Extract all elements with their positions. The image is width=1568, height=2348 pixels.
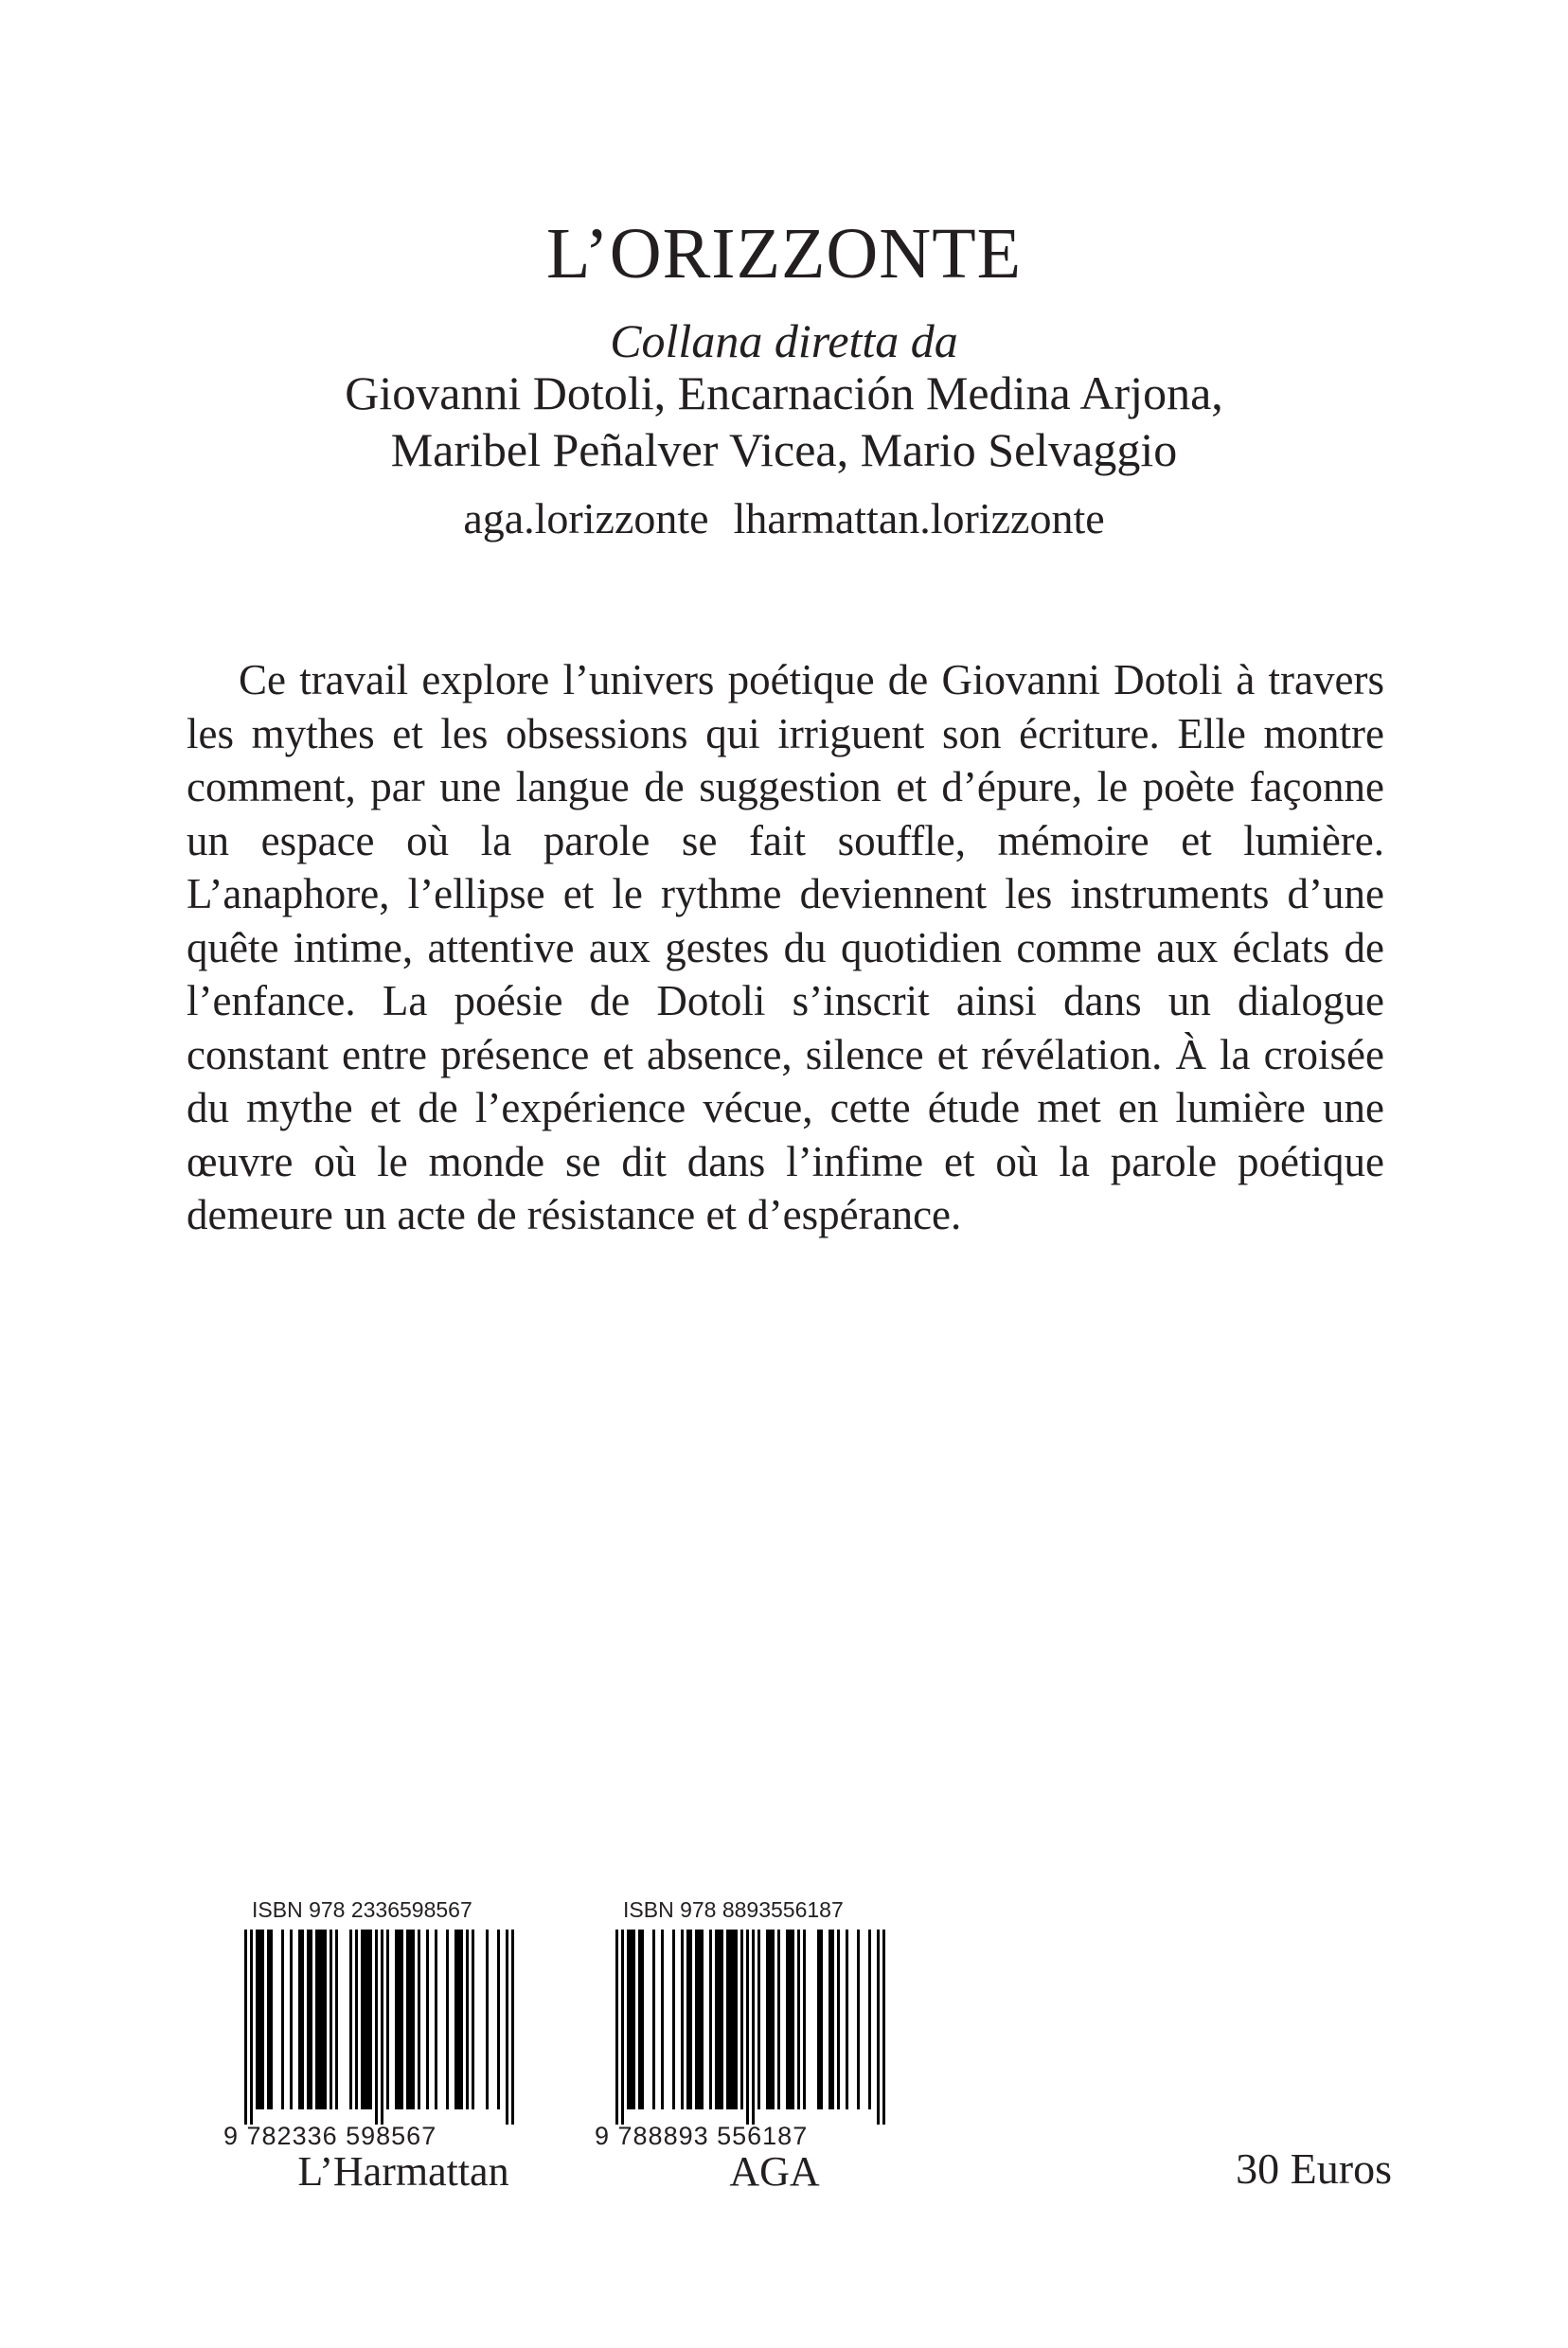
publisher-harmattan: L’Harmattan <box>297 2148 509 2195</box>
barcode-bar <box>511 1930 514 2125</box>
barcode-bar <box>817 1930 820 2109</box>
book-blurb: Ce travail explore l’univers poétique de Giovanni Dotoli à travers les mythes et les obsessions qui irriguent son écriture. Elle montre comment, par une langue de suggestion et d’épure, le poète façonne un espace où la parole se fait souffle, mémoire et lumière. L’anaphore, l’ellipse et le rythme deviennent les instruments d’une quête intime, attentive aux gestes du quotidien comme aux éclats de l’enfance. La poésie de Dotoli s’inscrit ainsi dans un dialogue constant entre présence et absence, silence et révélation. À la croisée du mythe et de l’expérience vécue, cette étude met en lumière une œuvre où le monde se dit dans l’infime et où la parole poétique demeure un acte de résistance et d’espérance. <box>187 656 1384 1238</box>
barcode-bar <box>381 1930 383 2125</box>
barcode-bar <box>244 1930 247 2125</box>
barcode-bar <box>315 1930 318 2109</box>
barcode-bar <box>882 1930 885 2125</box>
barcode-bar <box>324 1930 327 2109</box>
barcode-bar <box>409 1930 412 2109</box>
barcode-bar <box>718 1930 721 2109</box>
barcode-bar <box>686 1930 689 2109</box>
barcode-bar <box>486 1930 489 2109</box>
isbn-label: ISBN 978 8893556187 <box>623 1897 844 1922</box>
barcode-bar <box>846 1930 848 2109</box>
barcode-bar <box>256 1930 258 2109</box>
barcode-block-harmattan <box>223 1897 583 2149</box>
barcode-bar <box>426 1930 429 2109</box>
barcode-bar <box>732 1930 735 2109</box>
barcode-bar <box>349 1930 352 2109</box>
barcode-bar <box>506 1930 508 2125</box>
barcode-bar <box>769 1930 772 2109</box>
barcode-bar <box>355 1930 358 2109</box>
barcode-bar <box>698 1930 701 2109</box>
barcode-bar <box>829 1930 831 2109</box>
barcode-bar <box>412 1930 415 2109</box>
barcode-bar <box>621 1930 624 2125</box>
barcode-bar <box>335 1930 338 2109</box>
barcode-bar <box>701 1930 704 2109</box>
barcode-bar <box>627 1930 630 2109</box>
barcode-image <box>223 1930 526 2125</box>
barcode-bar <box>746 1930 749 2125</box>
barcode-bar <box>281 1930 284 2109</box>
series-directors-line-2: Maribel Peñalver Vicea, Mario Selvaggio <box>390 423 1178 476</box>
barcode-bar <box>457 1930 460 2109</box>
barcode-bar <box>633 1930 635 2109</box>
barcode-bar <box>661 1930 664 2109</box>
barcode-image <box>595 1930 898 2125</box>
barcode-bar <box>709 1930 712 2109</box>
barcode-bar <box>672 1930 675 2109</box>
barcode-bar <box>681 1930 684 2109</box>
barcode-bar <box>321 1930 324 2109</box>
barcode-bar <box>307 1930 310 2109</box>
barcode-bar <box>330 1930 332 2109</box>
barcode-bar <box>361 1930 364 2109</box>
barcode-bar <box>803 1930 806 2109</box>
barcode-bar <box>460 1930 463 2109</box>
barcode-bar <box>406 1930 409 2109</box>
barcode-bar <box>310 1930 312 2109</box>
barcode-bar <box>258 1930 261 2109</box>
barcode-digits: 9 788893 556187 <box>595 2122 809 2150</box>
barcode-bar <box>766 1930 769 2109</box>
barcode-bar <box>786 1930 789 2109</box>
barcode-bar <box>267 1930 270 2109</box>
barcode-bar <box>721 1930 723 2109</box>
barcode-bar <box>615 1930 618 2125</box>
barcode-bar <box>777 1930 780 2109</box>
barcode-bar <box>857 1930 860 2109</box>
price-label: 30 Euros <box>1236 2144 1392 2193</box>
barcode-bar <box>364 1930 366 2109</box>
social-handle-aga: aga.lorizzonte <box>463 494 709 543</box>
barcode-bar <box>497 1930 500 2109</box>
barcode-bar <box>831 1930 834 2109</box>
barcode-bar <box>466 1930 469 2109</box>
barcode-bar <box>695 1930 698 2109</box>
barcode-bar <box>689 1930 692 2109</box>
barcode-bar <box>772 1930 775 2109</box>
barcode-bar <box>726 1930 729 2109</box>
barcode-bar <box>729 1930 732 2109</box>
barcode-bar <box>318 1930 321 2109</box>
barcode-bar <box>472 1930 474 2109</box>
barcode-digits: 9 782336 598567 <box>223 2122 437 2150</box>
barcode-bar <box>395 1930 398 2109</box>
barcode-bar <box>375 1930 378 2125</box>
social-handle-lharmattan: lharmattan.lorizzonte <box>733 494 1105 543</box>
barcode-bar <box>369 1930 372 2109</box>
series-direction-label: Collana diretta da <box>610 314 958 367</box>
barcode-bar <box>792 1930 794 2109</box>
barcode-bar <box>837 1930 840 2109</box>
barcode-bar <box>398 1930 401 2109</box>
barcode-bar <box>261 1930 264 2109</box>
isbn-label: ISBN 978 2336598567 <box>252 1897 472 1922</box>
barcode-bar <box>386 1930 389 2109</box>
barcode-bar <box>877 1930 880 2125</box>
barcode-bar <box>454 1930 457 2109</box>
barcode-bar <box>757 1930 760 2109</box>
barcode-bar <box>301 1930 304 2109</box>
series-title: L’ORIZZONTE <box>545 214 1023 294</box>
barcode-bar <box>446 1930 449 2109</box>
barcode-bar <box>641 1930 644 2109</box>
barcode-bar <box>752 1930 755 2125</box>
barcode-bar <box>630 1930 633 2109</box>
barcode-bar <box>789 1930 792 2109</box>
barcode-bar <box>797 1930 800 2109</box>
barcode-bar <box>298 1930 301 2109</box>
barcode-bar <box>366 1930 369 2109</box>
barcode-bar <box>435 1930 437 2109</box>
barcode-bar <box>715 1930 718 2109</box>
barcode-bar <box>401 1930 403 2109</box>
barcode-block-aga <box>595 1897 954 2149</box>
series-directors-line-1: Giovanni Dotoli, Encarnación Medina Arjona, <box>345 366 1223 419</box>
barcode-bar <box>652 1930 655 2109</box>
barcode-bar <box>740 1930 743 2109</box>
barcode-bar <box>868 1930 871 2109</box>
publisher-aga: AGA <box>729 2148 820 2195</box>
barcode-bar <box>735 1930 738 2109</box>
social-handles <box>0 492 1568 545</box>
barcode-bar <box>290 1930 293 2109</box>
barcode-bar <box>250 1930 253 2125</box>
barcode-bar <box>820 1930 823 2109</box>
barcode-bar <box>270 1930 273 2109</box>
barcode-bar <box>418 1930 420 2109</box>
barcode-bar <box>638 1930 641 2109</box>
